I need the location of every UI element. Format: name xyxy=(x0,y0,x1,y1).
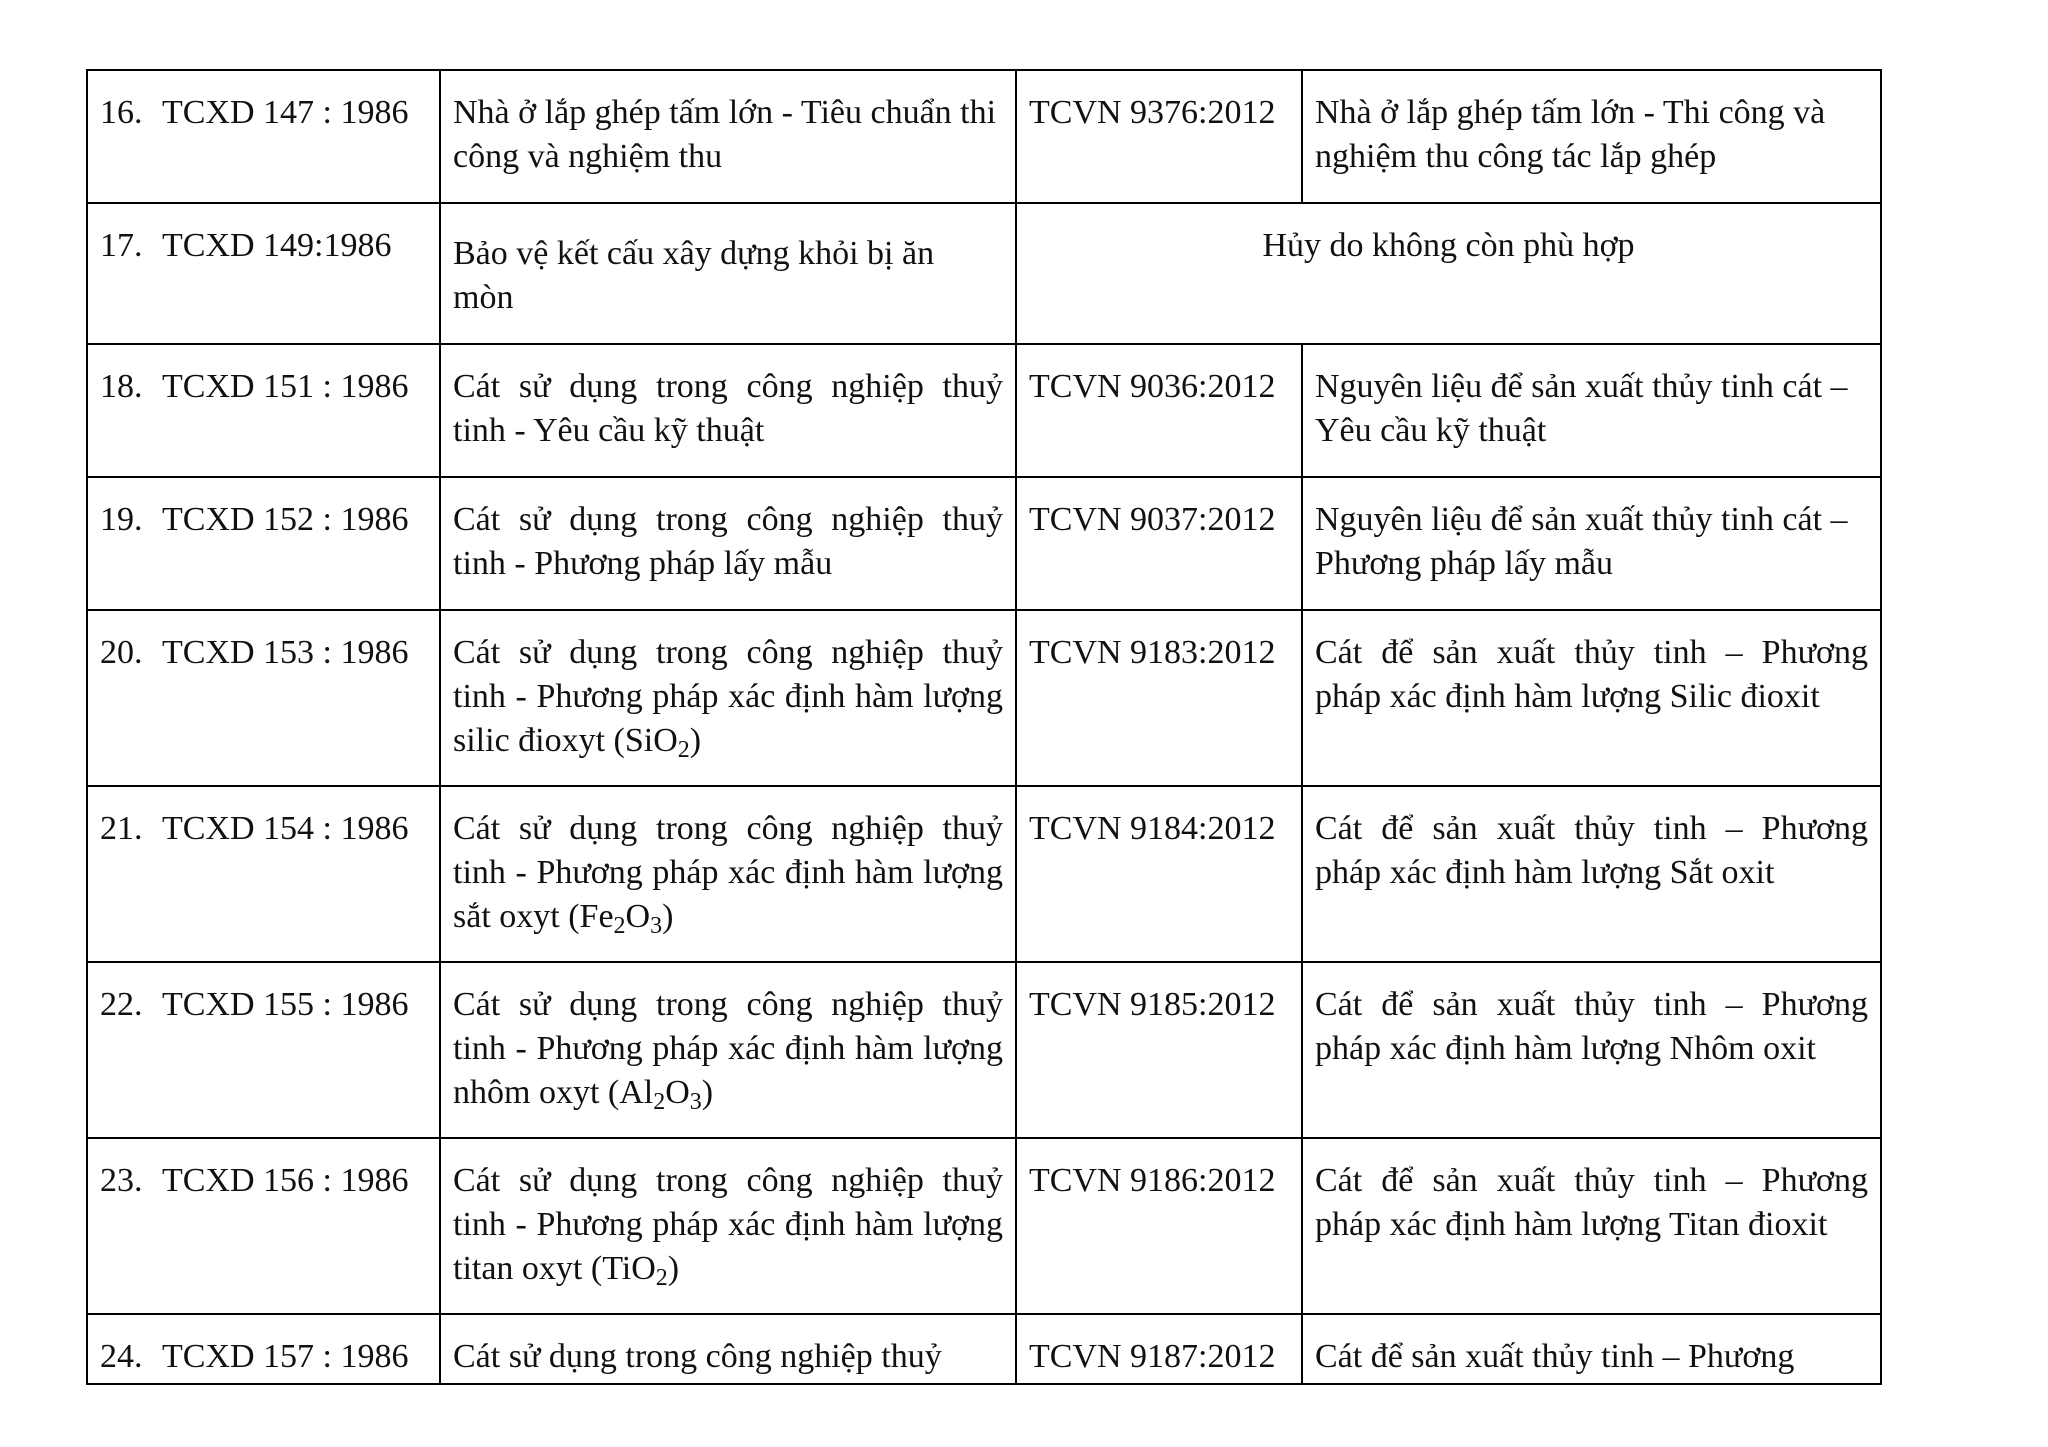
old-code: TCXD 157 : 1986 xyxy=(162,1338,409,1375)
old-code: TCXD 155 : 1986 xyxy=(162,986,409,1023)
row-number: 21. xyxy=(100,810,143,847)
subscript: 2 xyxy=(653,1089,666,1115)
old-code: TCXD 153 : 1986 xyxy=(162,634,409,671)
old-title-cell: Cát sử dụng trong công nghiệp thuỷ tinh - Phương pháp xác định hàm lượng silic đioxyt (SiO$_2$) xyxy=(440,610,1016,786)
new-code-cell: TCVN 9376:2012 xyxy=(1016,70,1302,203)
old-code-cell xyxy=(87,477,440,610)
old-code: TCXD 156 : 1986 xyxy=(162,1162,409,1199)
row-number: 23. xyxy=(100,1162,143,1199)
standards-table xyxy=(86,69,1882,1385)
old-title-cell: Cát sử dụng trong công nghiệp thuỷ tinh - Yêu cầu kỹ thuật xyxy=(440,344,1016,477)
row-number: 16. xyxy=(100,94,143,131)
old-code-cell xyxy=(87,70,440,203)
old-code-cell xyxy=(87,786,440,962)
old-code-cell xyxy=(87,610,440,786)
row-number: 18. xyxy=(100,368,143,405)
new-title-cell: Nguyên liệu để sản xuất thủy tinh cát – Phương pháp lấy mẫu xyxy=(1302,477,1881,610)
table-row xyxy=(87,786,1881,962)
table-row xyxy=(87,1138,1881,1314)
table-row xyxy=(87,610,1881,786)
table-row xyxy=(87,203,1881,344)
new-title-cell: Nhà ở lắp ghép tấm lớn - Thi công và nghiệm thu công tác lắp ghép xyxy=(1302,70,1881,203)
table-row xyxy=(87,344,1881,477)
old-code: TCXD 152 : 1986 xyxy=(162,501,409,538)
row-number: 19. xyxy=(100,501,143,538)
old-title-cell: Cát sử dụng trong công nghiệp thuỷ tinh - Phương pháp lấy mẫu xyxy=(440,477,1016,610)
old-title-cell: Nhà ở lắp ghép tấm lớn - Tiêu chuẩn thi công và nghiệm thu xyxy=(440,70,1016,203)
new-code-cell: TCVN 9185:2012 xyxy=(1016,962,1302,1138)
new-title-cell: Cát để sản xuất thủy tinh – Phương xyxy=(1302,1314,1881,1384)
row-number: 24. xyxy=(100,1338,143,1375)
new-code-cell: TCVN 9037:2012 xyxy=(1016,477,1302,610)
new-code-cell: TCVN 9186:2012 xyxy=(1016,1138,1302,1314)
subscript: 3 xyxy=(650,913,663,939)
table-row xyxy=(87,477,1881,610)
new-code-cell: TCVN 9187:2012 xyxy=(1016,1314,1302,1384)
old-code-cell xyxy=(87,344,440,477)
old-code-cell xyxy=(87,203,440,344)
old-code: TCXD 151 : 1986 xyxy=(162,368,409,405)
new-title-cell: Cát để sản xuất thủy tinh – Phương pháp xác định hàm lượng Nhôm oxit xyxy=(1302,962,1881,1138)
old-title-cell: Cát sử dụng trong công nghiệp thuỷ tinh - Phương pháp xác định hàm lượng nhôm oxyt $(Al_2O_3)$ xyxy=(440,962,1016,1138)
old-code-cell xyxy=(87,1314,440,1384)
subscript: 2 xyxy=(613,913,626,939)
old-code-cell xyxy=(87,962,440,1138)
old-title-cell: Cát sử dụng trong công nghiệp thuỷ tinh - Phương pháp xác định hàm lượng titan oxyt (TiO$_2$) xyxy=(440,1138,1016,1314)
new-code-cell: TCVN 9184:2012 xyxy=(1016,786,1302,962)
status-note-cell: Hủy do không còn phù hợp xyxy=(1016,203,1881,344)
old-title-cell: Cát sử dụng trong công nghiệp thuỷ tinh - Phương pháp xác định hàm lượng sắt oxyt $(Fe_2O_3)$ xyxy=(440,786,1016,962)
new-code-cell: TCVN 9183:2012 xyxy=(1016,610,1302,786)
subscript: 2 xyxy=(655,1265,668,1291)
old-code: TCXD 147 : 1986 xyxy=(162,94,409,131)
new-title-cell: Nguyên liệu để sản xuất thủy tinh cát – Yêu cầu kỹ thuật xyxy=(1302,344,1881,477)
old-code: TCXD 149:1986 xyxy=(162,227,392,264)
new-code-cell: TCVN 9036:2012 xyxy=(1016,344,1302,477)
new-title-cell: Cát để sản xuất thủy tinh – Phương pháp xác định hàm lượng Silic đioxit xyxy=(1302,610,1881,786)
table-row xyxy=(87,1314,1881,1384)
subscript: 2 xyxy=(677,737,690,763)
old-code-cell xyxy=(87,1138,440,1314)
old-code: TCXD 154 : 1986 xyxy=(162,810,409,847)
old-title-cell: Cát sử dụng trong công nghiệp thuỷ xyxy=(440,1314,1016,1384)
new-title-cell: Cát để sản xuất thủy tinh – Phương pháp xác định hàm lượng Titan đioxit xyxy=(1302,1138,1881,1314)
table-row xyxy=(87,70,1881,203)
subscript: 3 xyxy=(689,1089,702,1115)
row-number: 22. xyxy=(100,986,143,1023)
old-title-cell: Bảo vệ kết cấu xây dựng khỏi bị ăn mòn xyxy=(440,203,1016,344)
row-number: 17. xyxy=(100,227,143,264)
table-row xyxy=(87,962,1881,1138)
row-number: 20. xyxy=(100,634,143,671)
new-title-cell: Cát để sản xuất thủy tinh – Phương pháp xác định hàm lượng Sắt oxit xyxy=(1302,786,1881,962)
